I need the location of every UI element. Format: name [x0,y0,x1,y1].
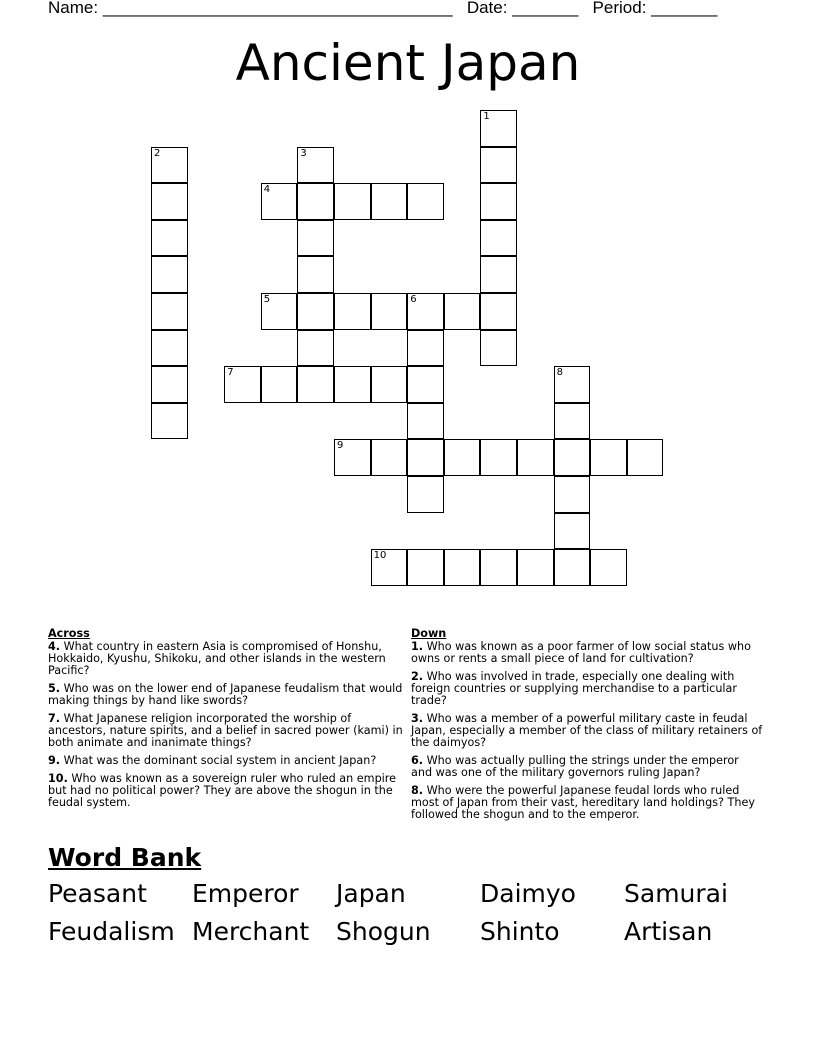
clue-text: What country in eastern Asia is compromised of Honshu, Hokkaido, Kyushu, Shikoku, and other islands in the western Pacific? [48,640,386,677]
word-bank-word: Emperor [192,879,299,908]
crossword-cell[interactable] [407,403,444,440]
crossword-cell[interactable] [334,366,371,403]
crossword-cell[interactable] [151,403,188,440]
clue-across-7 [48,713,408,749]
crossword-cell[interactable] [554,549,591,586]
crossword-cell[interactable] [297,330,334,367]
crossword-cell[interactable] [444,439,481,476]
name-label: Name: [48,0,99,17]
crossword-cell[interactable] [151,256,188,293]
crossword-cell[interactable] [517,549,554,586]
clue-text: Who were the powerful Japanese feudal lords who ruled most of Japan from their vast, hereditary land holdings? They followed the shogun and to the emperor. [411,784,755,821]
crossword-cell[interactable] [480,110,517,147]
clue-number: 2. [411,670,424,683]
crossword-cell[interactable] [480,220,517,257]
cell-number: 7 [227,367,234,379]
crossword-cell[interactable] [480,256,517,293]
cell-number: 6 [410,294,417,305]
cell-number: 5 [263,294,271,305]
crossword-cell[interactable] [407,183,444,220]
crossword-cell[interactable] [444,549,481,586]
crossword-cell[interactable] [261,366,298,403]
crossword-cell[interactable] [554,366,591,403]
cell-number: 10 [373,550,387,562]
crossword-cell[interactable] [224,366,261,403]
crossword-cell[interactable] [517,439,554,476]
clue-text: Who was known as a sovereign ruler who ruled an empire but had no political power? They are above the shogun in the feudal system. [48,772,397,809]
date-blank[interactable]: _______ [512,0,579,17]
cell-number: 9 [337,440,344,452]
cell-number: 2 [154,147,161,159]
name-blank[interactable]: _____________________________________ [102,0,453,17]
word-bank-word: Shogun [336,917,431,946]
clue-text: Who was actually pulling the strings under the emperor and was one of the military governors ruling Japan? [411,754,739,779]
crossword-cell[interactable] [480,147,517,184]
crossword-cell[interactable] [297,293,334,330]
crossword-cell[interactable] [480,549,517,586]
cell-number: 3 [300,147,307,159]
crossword-cell[interactable] [371,183,408,220]
crossword-cell[interactable] [554,439,591,476]
crossword-cell[interactable] [444,293,481,330]
crossword-cell[interactable] [480,293,517,330]
crossword-cell[interactable] [297,220,334,257]
crossword-cell[interactable] [297,183,334,220]
crossword-cell[interactable] [407,439,444,476]
crossword-cell[interactable] [371,293,408,330]
crossword-cell[interactable] [151,220,188,257]
crossword-cell[interactable] [407,293,444,330]
clue-across-9 [48,755,408,767]
crossword-cell[interactable] [151,183,188,220]
word-bank-word: Samurai [624,879,728,908]
clue-number: 3. [411,712,424,725]
clue-text: Who was known as a poor farmer of low social status who owns or rents a small piece of land for cultivation? [411,640,751,665]
crossword-cell[interactable] [480,330,517,367]
crossword-cell[interactable] [151,293,188,330]
clue-text: Who was involved in trade, especially one dealing with foreign countries or supplying merchandise to a particular trade? [411,670,737,707]
word-bank-word: Merchant [192,917,310,946]
clue-down-1 [411,641,763,665]
crossword-cell[interactable] [261,183,298,220]
word-bank [48,880,788,946]
date-label: Date: [466,0,508,17]
clue-across-5 [48,683,408,707]
clue-number: 7. [48,712,61,725]
clue-across-10 [48,773,408,809]
clue-down-8 [411,785,763,821]
down-clues [411,628,763,827]
crossword-cell[interactable] [407,549,444,586]
clue-down-3 [411,713,763,749]
clue-across-4 [48,641,408,677]
crossword-cell[interactable] [371,549,408,586]
crossword-cell[interactable] [554,403,591,440]
crossword-cell[interactable] [554,476,591,513]
word-bank-word: Artisan [624,917,713,946]
clue-number: 8. [411,784,424,797]
crossword-cell[interactable] [407,366,444,403]
cell-number: 4 [263,184,271,196]
crossword-cell[interactable] [480,183,517,220]
clue-number: 4. [48,640,61,653]
across-clues [48,628,408,815]
word-bank-word: Japan [336,879,406,908]
cell-number: 1 [483,111,490,122]
crossword-cell[interactable] [627,439,664,476]
crossword-cell[interactable] [407,476,444,513]
crossword-cell[interactable] [590,439,627,476]
crossword-cell[interactable] [151,330,188,367]
clue-text: What Japanese religion incorporated the worship of ancestors, nature spirits, and a belief in sacred power (kami) in both animate and inanimate things? [48,712,403,749]
crossword-cell[interactable] [297,256,334,293]
word-bank-word: Feudalism [48,917,175,946]
word-bank-word: Peasant [48,879,147,908]
crossword-cell[interactable] [407,330,444,367]
period-label: Period: [592,0,647,17]
down-heading: Down [411,627,447,640]
page-title: Ancient Japan [235,34,581,92]
crossword-cell[interactable] [334,293,371,330]
crossword-cell[interactable] [334,439,371,476]
period-blank[interactable]: _______ [651,0,718,17]
crossword-cell[interactable] [480,439,517,476]
crossword-cell[interactable] [297,147,334,184]
crossword-cell[interactable] [590,549,627,586]
clue-text: Who was a member of a powerful military caste in feudal Japan, especially a member of the class of military retainers of the daimyos? [411,712,763,749]
clue-down-6 [411,755,763,779]
clue-down-2 [411,671,763,707]
across-heading: Across [48,627,90,640]
word-bank-word: Daimyo [480,879,576,908]
clue-number: 6. [411,754,424,767]
crossword-cell[interactable] [371,439,408,476]
crossword-cell[interactable] [371,366,408,403]
clue-number: 10. [48,772,68,785]
crossword-cell[interactable] [261,293,298,330]
clue-number: 1. [411,640,424,653]
cell-number: 8 [556,367,563,379]
clue-number: 9. [48,754,61,767]
word-bank-title: Word Bank [48,843,202,872]
crossword-cell[interactable] [554,513,591,550]
crossword-cell[interactable] [297,366,334,403]
clue-number: 5. [48,682,61,695]
crossword-cell[interactable] [151,366,188,403]
clue-text: Who was on the lower end of Japanese feudalism that would making things by hand like swords? [48,682,403,707]
clue-text: What was the dominant social system in ancient Japan? [63,754,377,767]
crossword-cell[interactable] [334,183,371,220]
crossword-cell[interactable] [151,147,188,184]
word-bank-word: Shinto [480,917,560,946]
